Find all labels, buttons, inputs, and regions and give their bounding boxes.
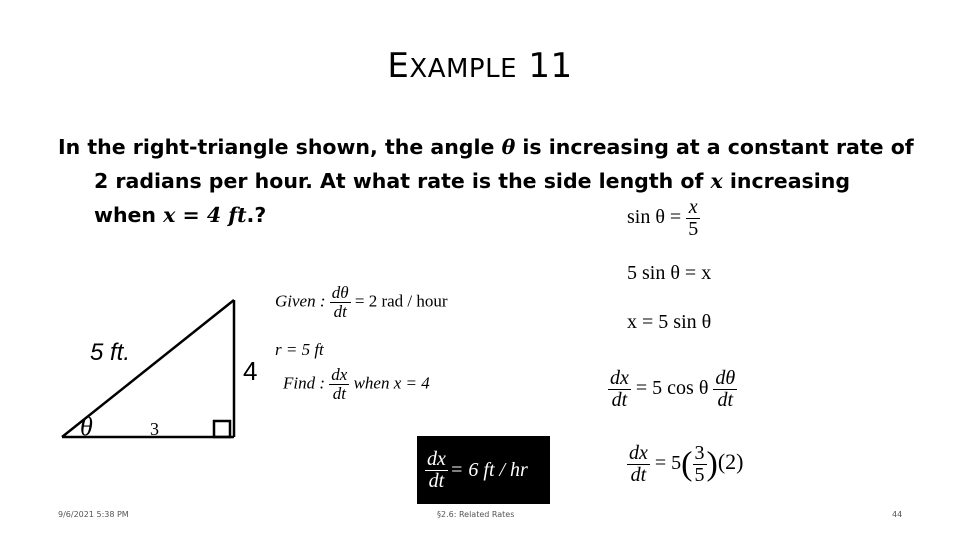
problem-text-3b: .? bbox=[246, 203, 267, 227]
frac-num: x bbox=[686, 197, 700, 219]
title-number: 11 bbox=[528, 46, 573, 86]
problem-line-3 bbox=[58, 198, 918, 232]
frac-den: 5 bbox=[688, 218, 699, 240]
step-5-ratio-fraction bbox=[693, 443, 707, 486]
find-condition: when x = 4 bbox=[353, 373, 430, 393]
step-2: 5 sin θ = x bbox=[627, 262, 712, 284]
frac-den: dt bbox=[611, 389, 628, 411]
step-4 bbox=[608, 368, 737, 411]
frac-num: 3 bbox=[694, 442, 705, 464]
frac-num: dx bbox=[610, 367, 629, 389]
footer-section: §2.6: Related Rates bbox=[437, 510, 515, 519]
frac-num: dx bbox=[427, 447, 446, 470]
step-3: x = 5 sin θ bbox=[627, 311, 712, 333]
problem-statement bbox=[58, 130, 918, 232]
right-paren: ) bbox=[706, 445, 718, 483]
dx-dt-fraction bbox=[329, 366, 349, 403]
step-4-lhs-fraction bbox=[608, 368, 631, 411]
given-block bbox=[275, 284, 448, 321]
step-1 bbox=[627, 197, 700, 240]
frac-den: dt bbox=[630, 464, 647, 486]
problem-line-2 bbox=[58, 164, 918, 198]
problem-text-2b: increasing bbox=[722, 169, 851, 193]
right-angle-marker bbox=[214, 421, 230, 437]
problem-line-1 bbox=[58, 130, 918, 164]
frac-num: dx bbox=[629, 442, 648, 464]
problem-text-3a: when bbox=[94, 203, 164, 227]
step-5-lhs-fraction bbox=[627, 443, 650, 486]
step-5-mid: = 5 bbox=[654, 452, 682, 475]
step-1-lhs: sin θ = bbox=[627, 206, 682, 229]
answer-rhs: = 6 ft / hr bbox=[449, 458, 528, 481]
title-rest: XAMPLE bbox=[409, 54, 518, 84]
frac-num: dθ bbox=[715, 367, 736, 389]
problem-text-1b: is increasing at a constant rate of bbox=[515, 135, 914, 159]
vertical-side-label: 4 bbox=[243, 356, 258, 386]
find-block bbox=[283, 366, 430, 403]
step-5-rate: (2) bbox=[717, 449, 744, 475]
find-label: Find : bbox=[283, 373, 326, 393]
theta-symbol: θ bbox=[501, 135, 516, 159]
dtheta-dt-fraction bbox=[330, 284, 351, 321]
base-label: 3 bbox=[150, 419, 159, 439]
x-symbol: x bbox=[710, 169, 723, 193]
given-label: Given : bbox=[275, 291, 326, 311]
triangle-diagram bbox=[50, 290, 290, 450]
frac-den: 5 bbox=[694, 464, 705, 486]
frac-den: dt bbox=[717, 389, 734, 411]
step-5 bbox=[627, 443, 743, 486]
hypotenuse-label: 5 ft. bbox=[90, 339, 131, 366]
step-4-mid: = 5 cos θ bbox=[635, 377, 709, 400]
footer-date: 9/6/2021 5:38 PM bbox=[58, 510, 129, 519]
step-4-rhs-fraction bbox=[713, 368, 737, 411]
given-radius: r = 5 ft bbox=[275, 340, 324, 359]
answer-fraction bbox=[425, 449, 448, 492]
left-paren: ( bbox=[681, 445, 693, 483]
frac-num: dx bbox=[331, 365, 348, 384]
frac-den: dt bbox=[333, 301, 347, 321]
problem-text-2a: 2 radians per hour. At what rate is the side length of bbox=[94, 169, 711, 193]
frac-num: dθ bbox=[331, 283, 349, 302]
frac-den: dt bbox=[428, 469, 445, 492]
step-1-fraction bbox=[686, 197, 700, 240]
slide-title bbox=[0, 46, 960, 86]
given-rate: = 2 rad / hour bbox=[354, 291, 448, 311]
title-initial: E bbox=[387, 46, 410, 86]
problem-text-1a: In the right-triangle shown, the angle bbox=[58, 135, 502, 159]
angle-theta-label: θ bbox=[80, 412, 93, 441]
answer-box bbox=[417, 436, 550, 504]
footer-page-number: 44 bbox=[892, 510, 903, 519]
condition-equation: x = 4 ft bbox=[163, 203, 247, 227]
frac-den: dt bbox=[332, 383, 346, 403]
